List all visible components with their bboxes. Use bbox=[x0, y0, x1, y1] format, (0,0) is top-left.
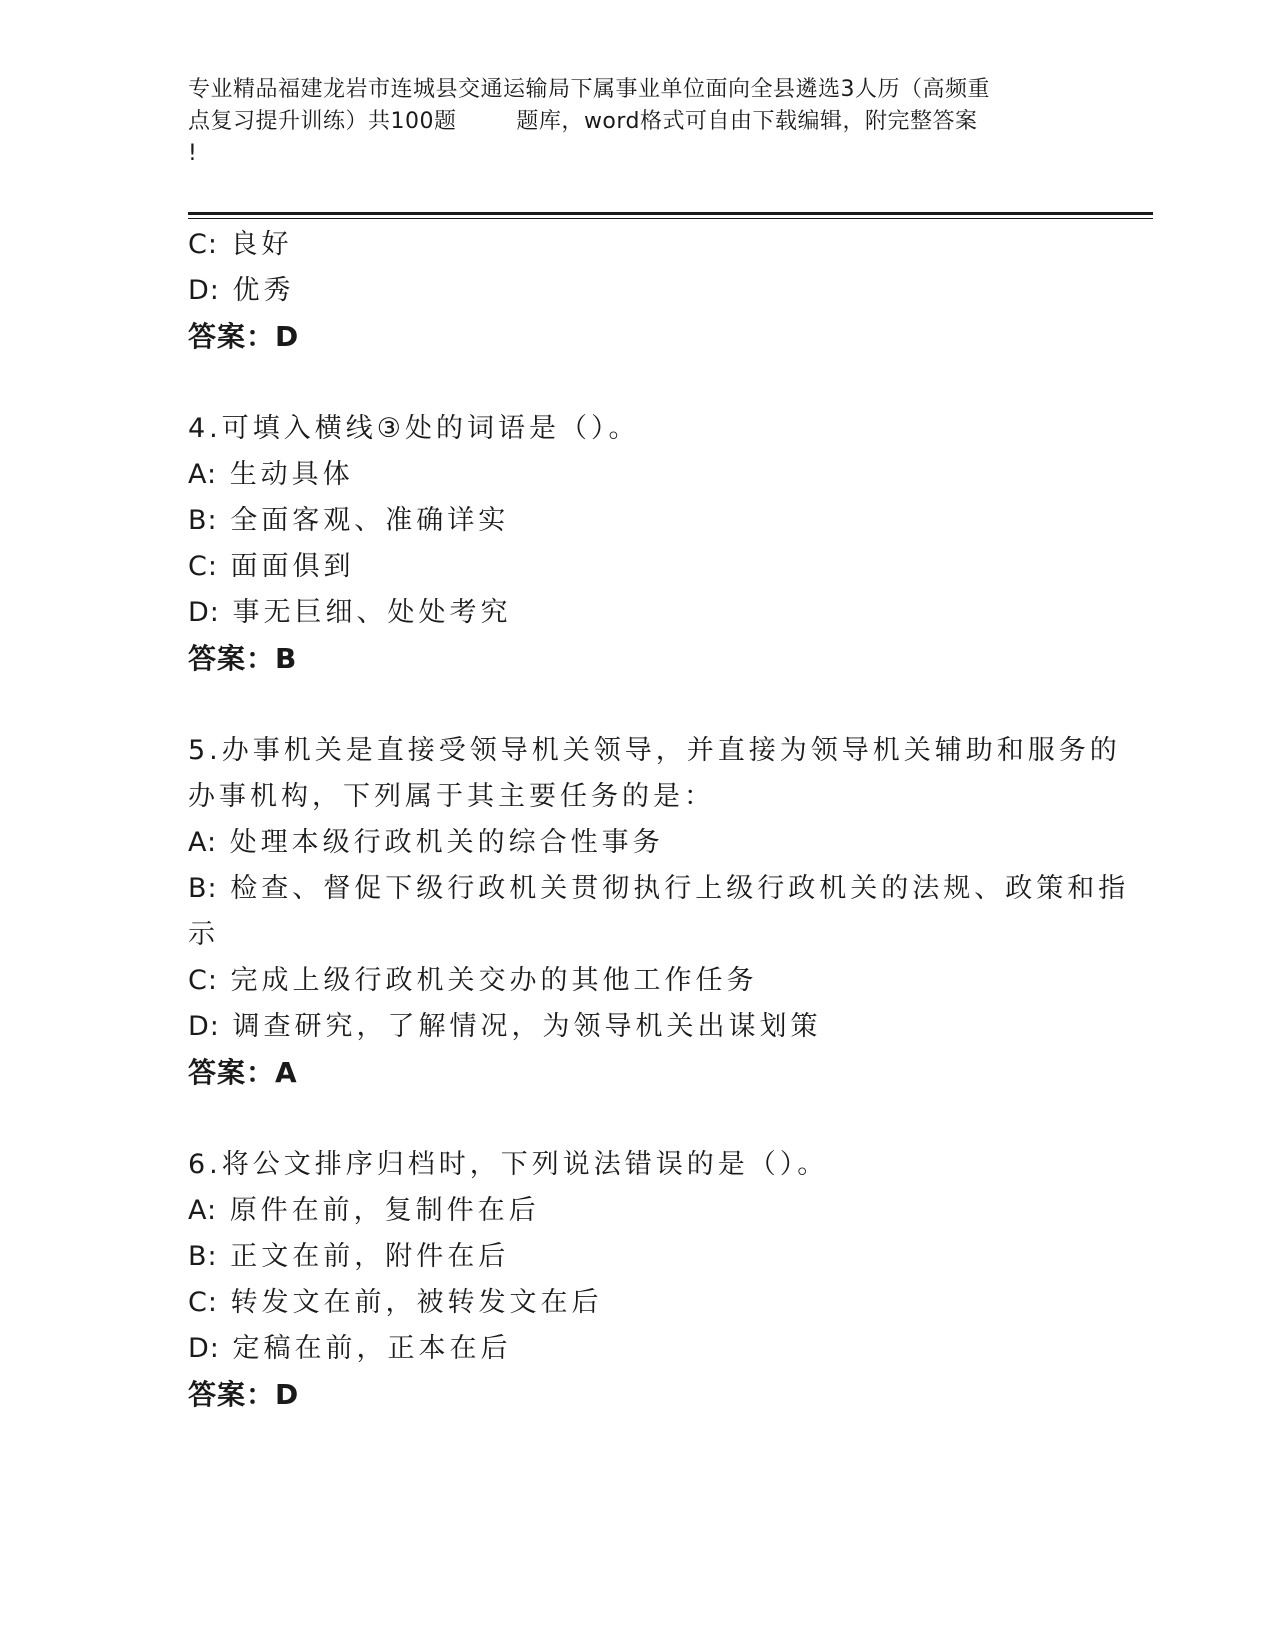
option-c: C: 完成上级行政机关交办的其他工作任务 bbox=[188, 965, 758, 996]
question-stem-continued: 办事机构，下列属于其主要任务的是： bbox=[188, 781, 715, 812]
question-stem: 5.办事机关是直接受领导机关领导，并直接为领导机关辅助和服务的 bbox=[188, 735, 1121, 766]
header-line: 专业精品福建龙岩市连城县交通运输局下属事业单位面向全县遴选3人历（高频重 bbox=[188, 77, 990, 102]
option-a: A: 原件在前，复制件在后 bbox=[188, 1195, 540, 1226]
question-block bbox=[188, 222, 1088, 360]
question-block bbox=[188, 406, 1088, 682]
option-c: C: 良好 bbox=[188, 229, 293, 260]
answer-line: 答案：D bbox=[188, 320, 300, 353]
option-d: D: 定稿在前，正本在后 bbox=[188, 1333, 512, 1364]
option-c: C: 转发文在前，被转发文在后 bbox=[188, 1287, 603, 1318]
option-b: B: 正文在前，附件在后 bbox=[188, 1241, 510, 1272]
option-d: D: 事无巨细、处处考究 bbox=[188, 597, 512, 628]
header-line: 点复习提升训练）共100题 题库，word格式可自由下载编辑，附完整答案 bbox=[188, 109, 978, 134]
document-header bbox=[188, 74, 1088, 170]
option-b: B: 检查、督促下级行政机关贯彻执行上级行政机关的法规、政策和指 bbox=[188, 873, 1130, 904]
question-block bbox=[188, 1142, 1088, 1418]
option-a: A: 生动具体 bbox=[188, 459, 354, 490]
option-c: C: 面面俱到 bbox=[188, 551, 355, 582]
option-d: D: 优秀 bbox=[188, 275, 295, 306]
option-d: D: 调查研究，了解情况，为领导机关出谋划策 bbox=[188, 1011, 822, 1042]
question-list bbox=[188, 222, 1130, 1418]
question-block bbox=[188, 728, 1130, 1096]
header-divider bbox=[188, 212, 1153, 215]
question-stem: 6.将公文排序归档时，下列说法错误的是（）。 bbox=[188, 1149, 829, 1180]
question-stem: 4.可填入横线③处的词语是（）。 bbox=[188, 413, 640, 444]
option-b: B: 全面客观、准确详实 bbox=[188, 505, 510, 536]
header-line: ! bbox=[188, 141, 198, 166]
option-a: A: 处理本级行政机关的综合性事务 bbox=[188, 827, 664, 858]
answer-line: 答案：B bbox=[188, 642, 298, 675]
header-divider-thin bbox=[188, 218, 1153, 219]
answer-line: 答案：D bbox=[188, 1378, 300, 1411]
option-b-continued: 示 bbox=[188, 919, 219, 950]
answer-line: 答案：A bbox=[188, 1056, 298, 1089]
